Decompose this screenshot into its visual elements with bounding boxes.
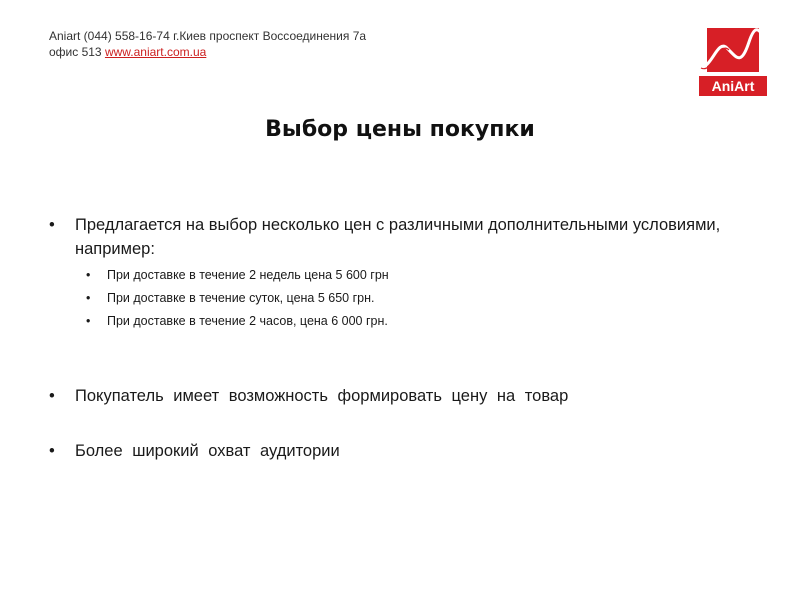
contact-line-2 xyxy=(49,44,366,60)
sub-bullet-item: • При доставке в течение суток, цена 5 650 грн. xyxy=(47,290,757,306)
bullet-item: • Более широкий охват аудитории xyxy=(47,439,757,463)
office-text: офис 513 xyxy=(49,45,105,59)
contact-line-1: Aniart (044) 558-16-74 г.Киев проспект Воссоединения 7а xyxy=(49,29,367,43)
aniart-logo xyxy=(697,26,769,98)
website-link[interactable]: www.aniart.com.ua xyxy=(104,45,207,59)
bullet-list xyxy=(47,213,757,463)
logo-text: AniArt xyxy=(711,78,755,94)
aniart-logo-graphic xyxy=(697,26,769,98)
bullet-item: • Предлагается на выбор несколько цен с различными дополнительными условиями, например: xyxy=(47,213,757,261)
sub-bullet-item: • При доставке в течение 2 недель цена 5 600 грн xyxy=(47,267,757,283)
contact-header xyxy=(49,28,366,60)
slide-title: Выбор цены покупки xyxy=(265,117,535,142)
sub-bullet-item: • При доставке в течение 2 часов, цена 6 000 грн. xyxy=(47,313,757,329)
bullet-item: • Покупатель имеет возможность формировать цену на товар xyxy=(47,384,757,408)
